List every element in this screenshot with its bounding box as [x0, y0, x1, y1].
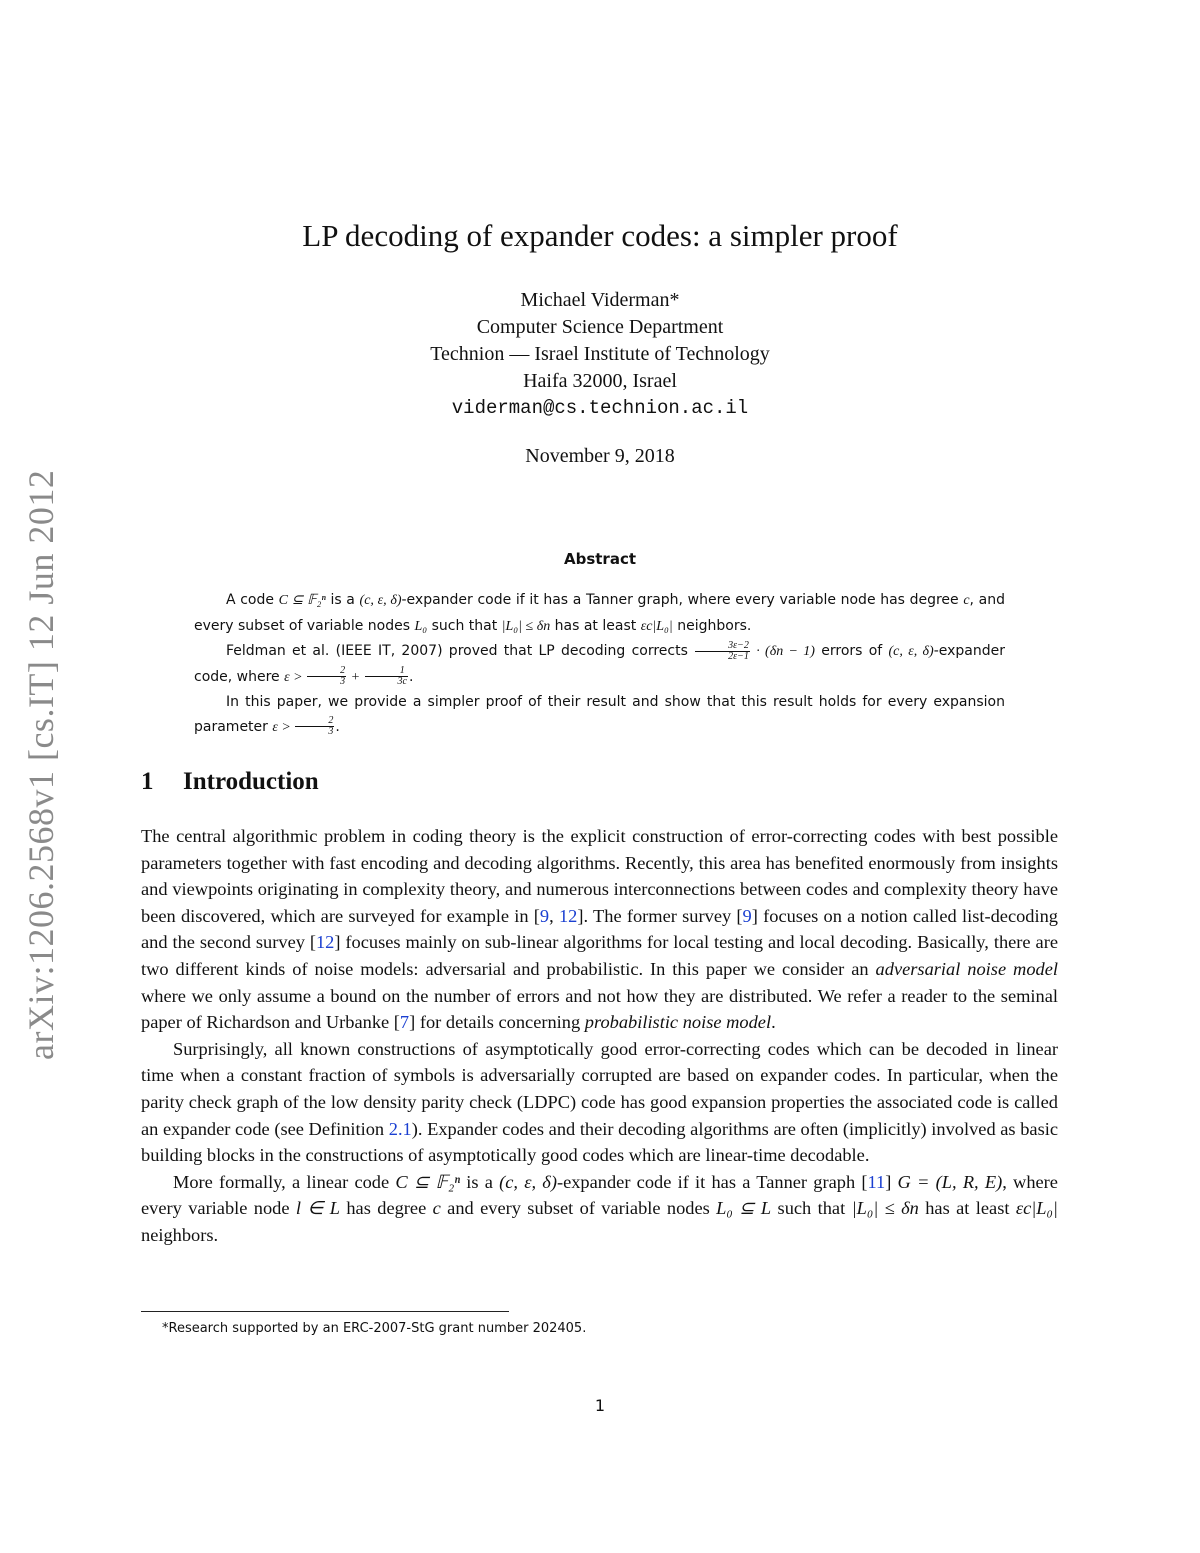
page-number: 1 — [594, 1396, 606, 1415]
text: has degree — [340, 1198, 433, 1219]
fraction — [695, 641, 750, 662]
numerator: 3ε−2 — [695, 641, 750, 652]
text: The central algorithmic problem in coding theory is the explicit construction of error-correcting codes with best possible parameters together with fast encoding and decoding algorithms. Recently, this area has benefited enormously from insights and viewpoints originating in complexity theory, and numerous interconnections between codes and complexity theory have been discovered, which are surveyed for example in [ — [141, 826, 1058, 926]
numerator: 2 — [295, 716, 334, 727]
text: -expander code, where — [194, 643, 1006, 685]
paragraph-1 — [141, 823, 1058, 1036]
math: εc|L₀| — [640, 618, 673, 634]
denominator: 3c — [397, 676, 407, 687]
text: ] focuses mainly on sub-linear algorithms for local testing and local decoding. Basically, there are two different kinds of noise models: adversarial and probabilistic. In this paper we consider an — [141, 932, 1058, 979]
body-text — [141, 823, 1058, 1249]
math: C ⊆ 𝔽₂ⁿ — [395, 1171, 461, 1192]
paper-title: LP decoding of expander codes: a simpler proof — [302, 218, 898, 253]
section-title: Introduction — [183, 768, 319, 795]
abstract-paragraph-1 — [194, 588, 1005, 639]
text: such that — [427, 617, 502, 634]
math: ε > — [284, 669, 307, 685]
fraction — [307, 666, 346, 687]
definition-link[interactable]: 2.1 — [388, 1118, 412, 1139]
math: l ∈ L — [295, 1198, 340, 1219]
denominator: 2ε−1 — [728, 650, 749, 662]
math: + — [347, 669, 364, 685]
author-address: Haifa 32000, Israel — [523, 370, 677, 392]
numerator: 2 — [307, 666, 346, 677]
text: ] for details concerning — [409, 1012, 585, 1033]
abstract — [194, 588, 1005, 740]
math: εc|L₀| — [1015, 1198, 1058, 1219]
text: In this paper, we provide a simpler proof of their result and show that this result holds for every expansion parameter — [194, 694, 1005, 735]
arxiv-watermark: arXiv:1206.2568v1 [cs.IT] 12 Jun 2012 — [21, 469, 61, 1060]
text: neighbors. — [672, 617, 752, 634]
math: L₀ — [414, 618, 428, 634]
citation-link[interactable]: 9 — [742, 905, 752, 926]
author-name: Michael Viderman* — [520, 289, 680, 311]
text: ] focuses on a notion called list-decoding and the second survey [ — [141, 905, 1059, 953]
text: . — [771, 1012, 776, 1033]
paragraph-2 — [141, 1036, 1058, 1169]
math: ε > — [272, 719, 295, 735]
denominator: 3 — [328, 726, 334, 737]
text: A code — [226, 592, 279, 608]
math: c — [432, 1198, 441, 1219]
text: where we only assume a bound on the number of errors and not how they are distributed. We refer a reader to the seminal paper of Richardson and Urbanke [ — [141, 985, 1058, 1033]
math: c — [963, 593, 970, 608]
text: Surprisingly, all known constructions of asymptotically good error-correcting codes which can be decoded in linear time when a constant fraction of symbols is adversarially corrupted are based on expander codes. In particular, when the parity check graph of the low density parity check (LDPC) code has good expansion properties the associated code is called an expander code (see Definition — [141, 1038, 1058, 1139]
text: -expander code if it has a Tanner graph, where every variable node has degree — [401, 592, 964, 608]
math: L₀ ⊆ L — [716, 1198, 772, 1219]
author-email[interactable]: viderman@cs.technion.ac.il — [451, 397, 749, 419]
footnote-divider — [141, 1311, 509, 1312]
text: More formally, a linear code — [173, 1171, 396, 1192]
text: , where every variable node — [141, 1171, 1058, 1219]
text: errors of — [814, 643, 889, 659]
math: (c, ε, δ) — [359, 593, 402, 608]
text: is a — [460, 1171, 500, 1192]
author-department: Computer Science Department — [476, 316, 724, 338]
text: ] — [885, 1171, 898, 1192]
denominator: 3 — [340, 676, 346, 687]
text: has at least — [550, 617, 641, 634]
math: · (δn − 1) — [750, 644, 815, 659]
text: ]. The former survey [ — [577, 905, 743, 926]
math: G = (L, R, E) — [897, 1171, 1003, 1192]
math: (c, ε, δ) — [888, 644, 934, 659]
text: , — [549, 905, 559, 926]
abstract-heading: Abstract — [563, 550, 637, 568]
fraction — [365, 666, 408, 687]
text: -expander code if it has a Tanner graph [ — [556, 1171, 868, 1192]
math: C ⊆ 𝔽₂ⁿ — [278, 593, 326, 608]
paragraph-3 — [141, 1169, 1058, 1249]
text: . — [335, 718, 340, 735]
section-number: 1 — [141, 768, 154, 795]
emphasis: probabilistic noise model — [584, 1012, 772, 1033]
text: neighbors. — [141, 1224, 219, 1245]
text: such that — [771, 1198, 852, 1219]
author-block — [0, 287, 1200, 422]
citation-link[interactable]: 7 — [399, 1012, 410, 1033]
fraction — [295, 716, 334, 737]
math: |L₀| ≤ δn — [851, 1198, 919, 1219]
paper-date: November 9, 2018 — [525, 445, 675, 467]
emphasis: adversarial noise model — [875, 958, 1058, 979]
text: . — [409, 668, 414, 685]
math: (c, ε, δ) — [499, 1171, 557, 1192]
citation-link[interactable]: 12 — [558, 905, 578, 926]
text: and every subset of variable nodes — [440, 1198, 717, 1219]
text: has at least — [918, 1198, 1016, 1219]
numerator: 1 — [365, 666, 408, 677]
abstract-paragraph-2 — [194, 639, 1005, 690]
section-heading — [141, 768, 319, 796]
citation-link[interactable]: 9 — [539, 905, 550, 926]
abstract-paragraph-3 — [194, 690, 1005, 740]
citation-link[interactable]: 11 — [867, 1171, 886, 1192]
author-institution: Technion — Israel Institute of Technology — [430, 343, 770, 365]
footnote: *Research supported by an ERC-2007-StG grant number 202405. — [162, 1321, 587, 1336]
text: ). Expander codes and their decoding algorithms are often (implicitly) involved as basic building blocks in the constructions of asymptotically good codes which are linear-time decodable. — [141, 1118, 1058, 1166]
text: , and every subset of variable nodes — [194, 592, 1005, 634]
math: |L₀| ≤ δn — [501, 618, 551, 634]
text: is a — [325, 592, 360, 608]
citation-link[interactable]: 12 — [315, 932, 335, 953]
text: Feldman et al. (IEEE IT, 2007) proved that LP decoding corrects — [226, 643, 695, 659]
